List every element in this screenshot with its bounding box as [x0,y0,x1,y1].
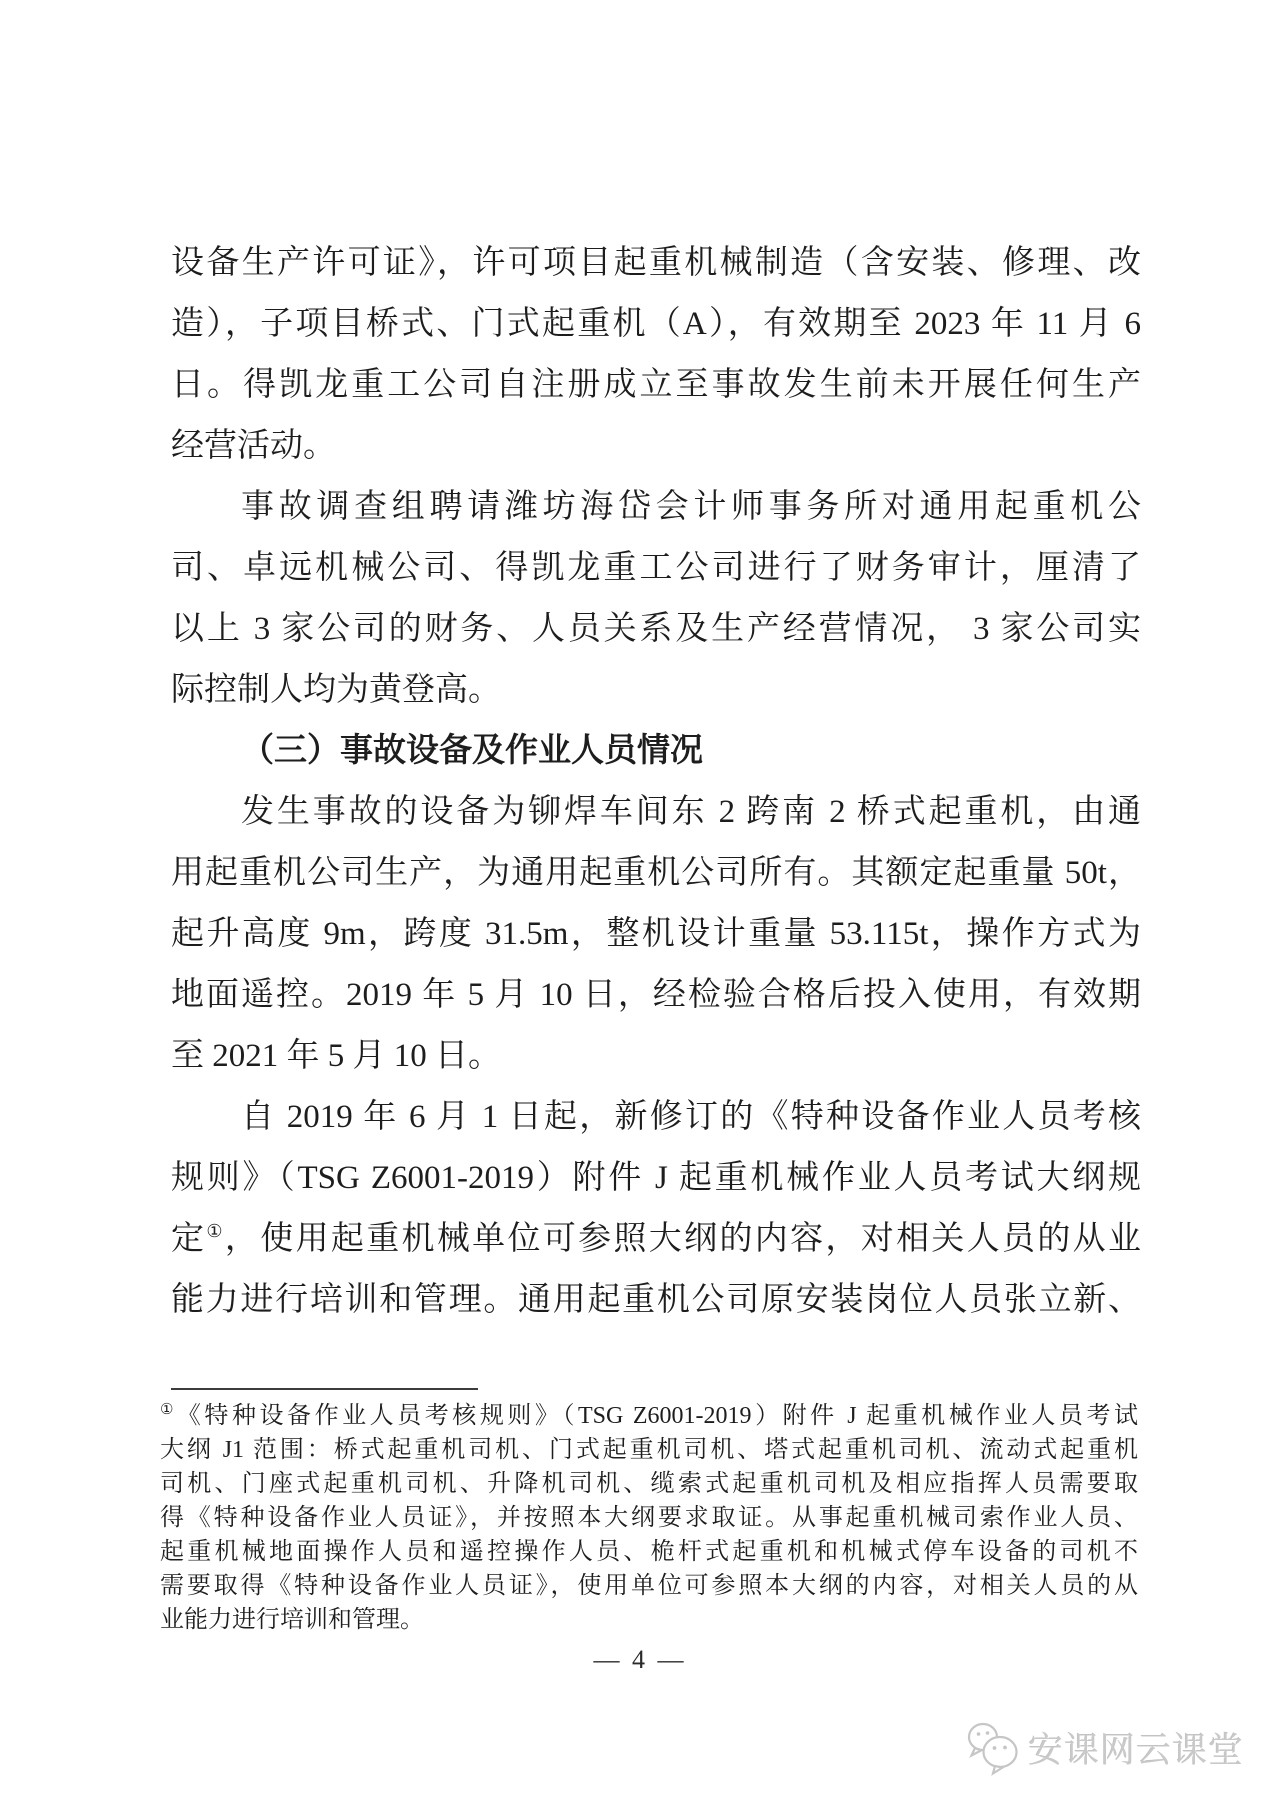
footnote-block [160,1399,1138,1637]
footnote-line: 司机、门座式起重机司机、升降机司机、缆索式起重机司机及相应指挥人员需要取 [160,1471,1138,1497]
footnote-separator-rule [171,1388,478,1390]
footnote-line: 得《特种设备作业人员证》，并按照本大纲要求取证。从事起重机械司索作业人员、 [160,1505,1138,1531]
footnote-line: 大纲 J1 范围：桥式起重机司机、门式起重机司机、塔式起重机司机、流动式起重机 [160,1437,1138,1463]
chat-bubbles-icon [964,1720,1021,1776]
body-line: 设备生产许可证》，许可项目起重机械制造（含安装、修理、改 [171,245,1141,281]
body-line-text: ，使用起重机械单位可参照大纲的内容，对相关人员的从业 [224,1221,1141,1257]
footnote-line: 业能力进行培训和管理。 [160,1607,424,1633]
body-line: 事故调查组聘请潍坊海岱会计师事务所对通用起重机公 [241,489,1141,525]
page-number: — 4 — [593,1645,687,1674]
footnote-line: 需要取得《特种设备作业人员证》，使用单位可参照本大纲的内容，对相关人员的从 [160,1573,1138,1599]
watermark-text: 安课网云课堂 [1027,1731,1244,1770]
body-line: 发生事故的设备为铆焊车间东 2 跨南 2 桥式起重机，由通 [241,794,1141,830]
body-line: 以上 3 家公司的财务、人员关系及生产经营情况， 3 家公司实 [171,611,1141,647]
body-line: 日。得凯龙重工公司自注册成立至事故发生前未开展任何生产 [171,367,1141,403]
body-line: 自 2019 年 6 月 1 日起，新修订的《特种设备作业人员考核 [241,1099,1141,1135]
body-line: 至 2021 年 5 月 10 日。 [171,1038,501,1074]
body-line-text: 定 [171,1221,207,1257]
body-text-block [171,233,1141,1331]
section-heading: （三）事故设备及作业人员情况 [241,733,703,769]
footnote-reference-mark: ① [206,1221,225,1241]
watermark [964,1720,1244,1776]
footnote-marker: ① [160,1402,177,1418]
footnote-line [160,1399,1138,1433]
body-line: 际控制人均为黄登高。 [171,672,501,708]
footnote-line: 起重机械地面操作人员和遥控操作人员、桅杆式起重机和机械式停车设备的司机不 [160,1539,1138,1565]
body-line [171,1209,1141,1270]
footnote-text: 《特种设备作业人员考核规则》（TSG Z6001-2019）附件 J 起重机械作业人员考试 [176,1403,1138,1429]
body-line: 司、卓远机械公司、得凯龙重工公司进行了财务审计，厘清了 [171,550,1141,586]
body-line: 规则》（TSG Z6001-2019）附件 J 起重机械作业人员考试大纲规 [171,1160,1141,1196]
body-line: 地面遥控。2019 年 5 月 10 日，经检验合格后投入使用，有效期 [171,977,1141,1013]
body-line: 起升高度 9m，跨度 31.5m，整机设计重量 53.115t，操作方式为 [171,916,1141,952]
body-line: 经营活动。 [171,428,336,464]
body-line: 造），子项目桥式、门式起重机（A），有效期至 2023 年 11 月 6 [171,306,1141,342]
body-line: 能力进行培训和管理。通用起重机公司原安装岗位人员张立新、 [171,1282,1141,1318]
body-line: 用起重机公司生产，为通用起重机公司所有。其额定起重量 50t， [171,855,1141,891]
